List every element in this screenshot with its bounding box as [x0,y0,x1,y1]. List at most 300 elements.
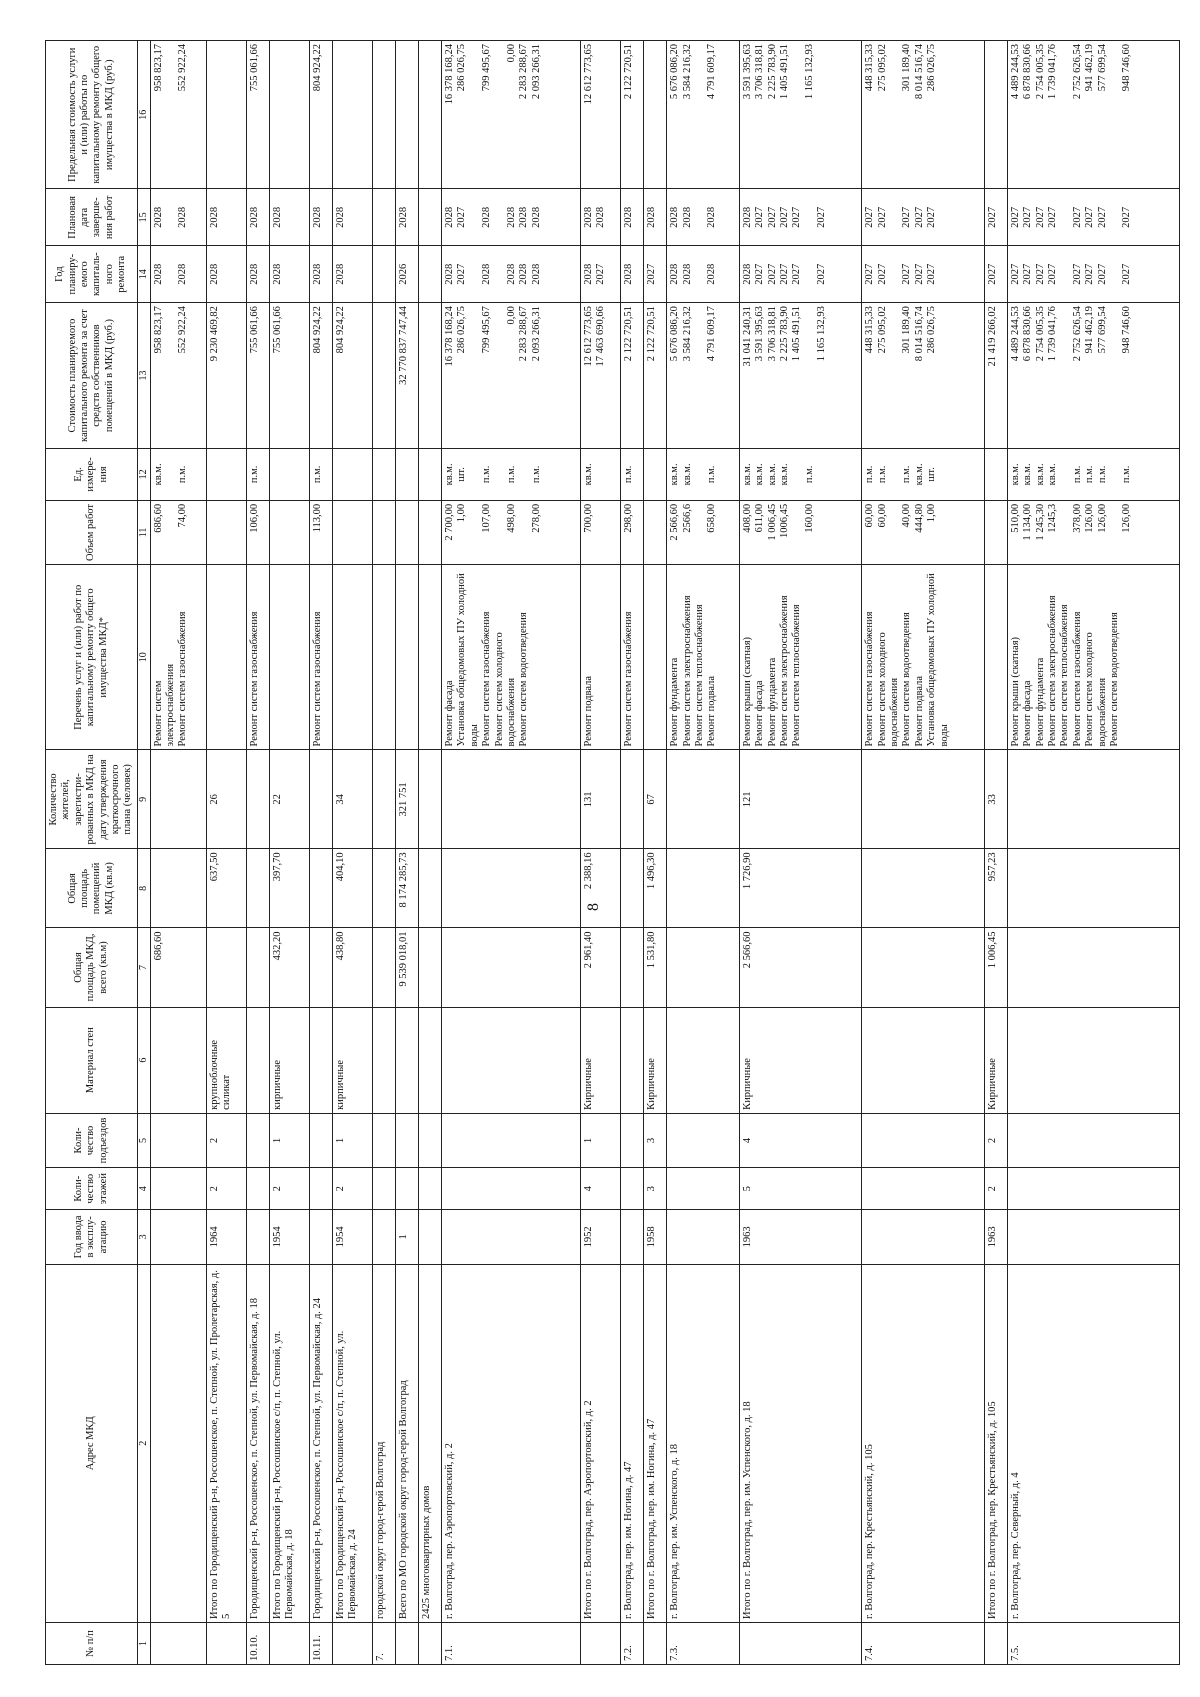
row-limit-cost: 448 315,33 275 095,02 301 189,40 8 014 516,74 286 026,75 [862,41,984,189]
row-repair-year: 2028 2028 2028 [667,246,740,303]
row-floors [150,1168,206,1210]
row-year [442,1210,581,1264]
row-address: Всего по МО городской округ город-герой Волгоград [395,1264,418,1622]
row-completion-date: 2028 [269,189,309,246]
col-number: 9 [137,750,150,849]
row-wall-material: крупноблочные силикат [206,1007,246,1113]
row-entrances: 2 [206,1113,246,1167]
row-total-area [620,928,643,1007]
row-limit-cost: 12 612 773,65 [581,41,621,189]
row-premises-area: 404,10 [332,849,372,928]
row-total-area: 2 566,60 [739,928,861,1007]
row-year: 1964 [206,1210,246,1264]
row-wall-material [620,1007,643,1113]
table-row [309,41,332,1665]
row-volume [372,500,395,564]
row-completion-date: 2028 2028 [581,189,621,246]
table-row [442,41,581,1665]
row-wall-material: Кирпичные [581,1007,621,1113]
col-header-completion-date: Плановая дата заверше-ния работ [46,189,138,246]
row-entrances: 3 [643,1113,666,1167]
row-unit [643,448,666,500]
row-residents [667,750,740,849]
row-unit [418,448,441,500]
table-row [620,41,643,1665]
row-repair-year: 2028 2027 [581,246,621,303]
row-volume: 2 566,60 2566,6 658,00 [667,500,740,564]
row-total-area: 432,20 [269,928,309,1007]
row-entrances: 4 [739,1113,861,1167]
row-unit [395,448,418,500]
table-body [150,41,1179,1665]
row-total-area [667,928,740,1007]
row-number [643,1622,666,1664]
row-year: 1 [395,1210,418,1264]
row-unit [332,448,372,500]
row-repair-year: 2027 2027 2027 2027 2027 2027 2027 2027 [1007,246,1179,303]
row-unit [269,448,309,500]
row-works-list: Ремонт систем электроснабжения Ремонт систем газоснабжения [150,565,206,750]
row-cost: 958 823,17 552 922,24 [150,303,206,449]
row-floors [395,1168,418,1210]
row-entrances [442,1113,581,1167]
row-completion-date: 2028 [206,189,246,246]
row-wall-material: Кирпичные [643,1007,666,1113]
row-address: Итого по г. Волгоград, пер. Аэропортовский, д. 2 [581,1264,621,1622]
col-header-total-area: Общая площадь МКД, всего (кв.м) [46,928,138,1007]
row-wall-material [246,1007,269,1113]
row-repair-year: 2028 2027 2027 2027 2027 2027 [739,246,861,303]
row-completion-date: 2028 [395,189,418,246]
page-number: 8 [585,903,602,911]
row-residents [442,750,581,849]
row-floors: 2 [984,1168,1007,1210]
row-repair-year: 2027 2027 2027 2027 2027 [862,246,984,303]
table-row [643,41,666,1665]
row-number [395,1622,418,1664]
row-residents [309,750,332,849]
col-header-wall-material: Материал стен [46,1007,138,1113]
row-premises-area [418,849,441,928]
row-address: Итого по Городищенский р-н, Россошинское с/п, п. Степной, ул. Первомайская, д. 24 [332,1264,372,1622]
row-number: 10.11. [309,1622,332,1664]
table-row [246,41,269,1665]
row-limit-cost [643,41,666,189]
row-entrances [1007,1113,1179,1167]
row-residents [862,750,984,849]
row-premises-area: 1 496,30 [643,849,666,928]
row-volume [984,500,1007,564]
row-cost: 32 770 837 747,44 [395,303,418,449]
col-header-floors: Коли-чество этажей [46,1168,138,1210]
row-residents [620,750,643,849]
row-limit-cost: 16 378 168,24 286 026,75 799 495,67 0,00 2 283 288,67 2 093 266,31 [442,41,581,189]
row-completion-date: 2028 2028 [150,189,206,246]
row-completion-date: 2028 [246,189,269,246]
row-year [150,1210,206,1264]
row-total-area [418,928,441,1007]
row-entrances [395,1113,418,1167]
row-year: 1963 [739,1210,861,1264]
column-number-row [137,41,150,1665]
row-number: 7.2. [620,1622,643,1664]
row-completion-date: 2027 2027 2027 2027 2027 [862,189,984,246]
row-repair-year: 2028 [332,246,372,303]
row-volume: 686,60 74,00 [150,500,206,564]
row-unit: кв.м. шт. п.м. п.м. п.м. [442,448,581,500]
col-number: 14 [137,246,150,303]
row-unit: кв.м. кв.м. п.м. [667,448,740,500]
col-header-year: Год ввода в эксплу-атацию [46,1210,138,1264]
col-number: 6 [137,1007,150,1113]
row-number: 7.1. [442,1622,581,1664]
row-residents: 22 [269,750,309,849]
row-works-list: Ремонт крыши (скатная) Ремонт фасада Ремонт фундамента Ремонт систем электроснабжения Ремонт систем теплоснабжения [739,565,861,750]
col-header-entrances: Коли-чество подъездов [46,1113,138,1167]
row-floors [1007,1168,1179,1210]
table-row [418,41,441,1665]
row-floors [418,1168,441,1210]
col-number: 11 [137,500,150,564]
row-residents: 67 [643,750,666,849]
row-year: 1958 [643,1210,666,1264]
row-unit: п.м. [246,448,269,500]
row-year [246,1210,269,1264]
row-premises-area: 637,50 [206,849,246,928]
row-unit [206,448,246,500]
row-residents [246,750,269,849]
row-total-area: 2 961,40 [581,928,621,1007]
row-entrances [620,1113,643,1167]
row-repair-year [372,246,395,303]
row-address: Итого по г. Волгоград, пер. им. Успенского, д. 18 [739,1264,861,1622]
row-unit: п.м. [309,448,332,500]
row-floors [246,1168,269,1210]
row-number [984,1622,1007,1664]
row-premises-area [246,849,269,928]
row-unit [984,448,1007,500]
row-limit-cost [984,41,1007,189]
col-header-address: Адрес МКД [46,1264,138,1622]
row-works-list [984,565,1007,750]
col-number: 13 [137,303,150,449]
row-total-area: 686,60 [150,928,206,1007]
row-wall-material [1007,1007,1179,1113]
row-floors: 3 [643,1168,666,1210]
row-works-list [332,565,372,750]
row-completion-date: 2028 2027 2028 2028 2028 2028 [442,189,581,246]
row-residents: 33 [984,750,1007,849]
header-row [46,41,138,1665]
row-limit-cost: 5 676 086,20 3 584 216,32 4 791 609,17 [667,41,740,189]
row-completion-date: 2027 [984,189,1007,246]
row-address: Итого по г. Волгоград, пер. им. Ногина, д. 47 [643,1264,666,1622]
row-works-list: Ремонт систем газоснабжения [246,565,269,750]
col-number: 8 [137,849,150,928]
table-row [739,41,861,1665]
row-premises-area [620,849,643,928]
row-entrances [418,1113,441,1167]
col-number: 5 [137,1113,150,1167]
row-residents [150,750,206,849]
row-volume [206,500,246,564]
row-residents: 321 751 [395,750,418,849]
row-year: 1963 [984,1210,1007,1264]
row-total-area [206,928,246,1007]
row-wall-material [372,1007,395,1113]
row-repair-year: 2026 [395,246,418,303]
row-year [667,1210,740,1264]
row-entrances [372,1113,395,1167]
row-floors [372,1168,395,1210]
row-limit-cost: 3 591 395,63 3 706 318,81 2 225 783,90 1 405 491,51 1 165 132,93 [739,41,861,189]
row-address: Городищенский р-н, Россошенское, п. Степной, ул. Первомайская, д. 24 [309,1264,332,1622]
table-row [332,41,372,1665]
row-floors: 2 [332,1168,372,1210]
row-address: г. Волгоград, пер. им. Успенского, д. 18 [667,1264,740,1622]
row-volume [418,500,441,564]
row-premises-area [667,849,740,928]
row-address: г. Волгоград, пер. Северный, д. 4 [1007,1264,1179,1622]
row-year [372,1210,395,1264]
row-completion-date: 2028 2027 2027 2027 2027 2027 [739,189,861,246]
row-premises-area [150,849,206,928]
row-year [1007,1210,1179,1264]
row-repair-year: 2028 2028 [150,246,206,303]
table-row [581,41,621,1665]
row-cost [372,303,395,449]
row-entrances [309,1113,332,1167]
row-floors: 5 [739,1168,861,1210]
row-unit: п.м. [620,448,643,500]
row-limit-cost [372,41,395,189]
row-volume: 510,00 1 134,00 1 245,30 1245,3 378,00 126,00 126,00 126,00 [1007,500,1179,564]
row-address: г. Волгоград, пер. им. Ногина, д. 47 [620,1264,643,1622]
col-number: 15 [137,189,150,246]
row-volume: 113,00 [309,500,332,564]
row-residents [418,750,441,849]
row-floors [442,1168,581,1210]
row-repair-year [418,246,441,303]
row-limit-cost [269,41,309,189]
row-number [269,1622,309,1664]
row-premises-area [862,849,984,928]
row-unit: кв.м. кв.м. кв.м. кв.м. п.м. [739,448,861,500]
row-volume [643,500,666,564]
row-cost: 2 122 720,51 [620,303,643,449]
row-limit-cost: 2 122 720,51 [620,41,643,189]
col-number: 3 [137,1210,150,1264]
row-completion-date: 2028 2028 2028 [667,189,740,246]
row-address: городской округ город-герой Волгоград [372,1264,395,1622]
row-repair-year: 2028 [269,246,309,303]
col-header-num: № п/п [46,1622,138,1664]
row-premises-area: 1 726,90 [739,849,861,928]
row-unit: п.м. п.м. п.м. кв.м. шт. [862,448,984,500]
row-cost: 31 041 240,31 3 591 395,63 3 706 318,81 2 225 783,90 1 405 491,51 1 165 132,93 [739,303,861,449]
row-cost: 12 612 773,65 17 463 690,66 [581,303,621,449]
col-number: 7 [137,928,150,1007]
table-row [395,41,418,1665]
row-floors: 2 [269,1168,309,1210]
row-number [418,1622,441,1664]
row-entrances [150,1113,206,1167]
row-number [332,1622,372,1664]
row-residents: 34 [332,750,372,849]
row-premises-area [309,849,332,928]
row-address: г. Волгоград, пер. Крестьянский, д. 105 [862,1264,984,1622]
row-wall-material: Кирпичные [739,1007,861,1113]
row-total-area: 1 531,80 [643,928,666,1007]
row-cost: 804 924,22 [332,303,372,449]
row-premises-area [1007,849,1179,928]
row-number: 7. [372,1622,395,1664]
row-volume [395,500,418,564]
row-number: 10.10. [246,1622,269,1664]
row-total-area [372,928,395,1007]
row-wall-material [667,1007,740,1113]
row-wall-material [150,1007,206,1113]
row-premises-area: 397,70 [269,849,309,928]
row-works-list: Ремонт крыши (скатная) Ремонт фасада Ремонт фундамента Ремонт систем электроснабжения Ремонт систем теплоснабжения Ремонт систем газоснабжения Ремонт систем холодного водоснабжения Ремонт систем водоотведения [1007,565,1179,750]
row-repair-year: 2028 [246,246,269,303]
row-cost: 4 489 244,53 6 878 830,66 2 754 005,35 1 739 041,76 2 752 626,54 941 462,19 577 699,54 948 746,60 [1007,303,1179,449]
row-volume: 106,00 [246,500,269,564]
repair-plan-table [45,40,1180,1665]
table-row [269,41,309,1665]
row-unit [372,448,395,500]
col-number: 16 [137,41,150,189]
row-works-list [395,565,418,750]
row-address: Итого по Городищенский р-н, Россошинское с/п, п. Степной, ул. Первомайская, д. 18 [269,1264,309,1622]
row-entrances [667,1113,740,1167]
row-entrances: 1 [581,1113,621,1167]
row-address: Итого по Городищенский р-н, Россошенское, п. Степной, ул. Пролетарская, д. 5 [206,1264,246,1622]
row-repair-year: 2028 [206,246,246,303]
col-header-works: Перечень услуг и (или) работ по капитальному ремонту общего имущества МКД* [46,565,138,750]
row-completion-date: 2028 [309,189,332,246]
row-premises-area: 957,23 [984,849,1007,928]
row-address: Итого по г. Волгоград, пер. Крестьянский, д. 105 [984,1264,1007,1622]
row-cost: 21 419 266,02 [984,303,1007,449]
row-volume: 408,00 611,00 1 006,45 1006,45 160,00 [739,500,861,564]
col-header-volume: Объем работ [46,500,138,564]
row-works-list: Ремонт подвала [581,565,621,750]
row-cost: 9 230 469,82 [206,303,246,449]
row-premises-area [372,849,395,928]
row-works-list [372,565,395,750]
col-number: 10 [137,565,150,750]
row-entrances: 1 [269,1113,309,1167]
row-repair-year: 2028 [309,246,332,303]
row-address [150,1264,206,1622]
col-number: 1 [137,1622,150,1664]
row-number: 7.5. [1007,1622,1179,1664]
col-header-premises-area: Общая площадь помещений МКД (кв.м) [46,849,138,928]
row-works-list [269,565,309,750]
row-entrances [862,1113,984,1167]
row-works-list: Ремонт систем газоснабжения [309,565,332,750]
row-year: 1954 [269,1210,309,1264]
row-residents [372,750,395,849]
row-limit-cost [395,41,418,189]
col-number: 2 [137,1264,150,1622]
col-header-unit: Ед. измере-ния [46,448,138,500]
row-premises-area: 8 174 285,73 [395,849,418,928]
row-wall-material [418,1007,441,1113]
row-floors: 2 [206,1168,246,1210]
row-repair-year: 2028 [620,246,643,303]
table-row [984,41,1007,1665]
row-number: 7.3. [667,1622,740,1664]
row-limit-cost [418,41,441,189]
row-limit-cost [206,41,246,189]
row-completion-date: 2028 [332,189,372,246]
row-total-area: 9 539 018,01 [395,928,418,1007]
row-total-area [442,928,581,1007]
row-works-list [206,565,246,750]
row-entrances: 2 [984,1113,1007,1167]
row-volume [269,500,309,564]
col-header-limit-cost: Предельная стоимость услуги и (или) работы по капитальному ремонту общего имущества в МКД (руб.) [46,41,138,189]
row-limit-cost [332,41,372,189]
row-limit-cost: 755 061,66 [246,41,269,189]
row-address: г. Волгоград, пер. Аэропортовский, д. 2 [442,1264,581,1622]
row-total-area [246,928,269,1007]
row-unit: кв.м. [581,448,621,500]
row-entrances [246,1113,269,1167]
row-year: 1952 [581,1210,621,1264]
row-residents: 26 [206,750,246,849]
row-wall-material [395,1007,418,1113]
col-number: 12 [137,448,150,500]
row-limit-cost: 804 924,22 [309,41,332,189]
row-entrances: 1 [332,1113,372,1167]
row-completion-date: 2027 2027 2027 2027 2027 2027 2027 2027 [1007,189,1179,246]
row-cost: 755 061,66 [269,303,309,449]
row-cost [418,303,441,449]
row-repair-year: 2028 2027 2028 2028 2028 2028 [442,246,581,303]
row-volume: 2 700,00 1,00 107,00 498,00 278,00 [442,500,581,564]
row-wall-material [442,1007,581,1113]
row-premises-area [442,849,581,928]
row-total-area [862,928,984,1007]
row-floors: 4 [581,1168,621,1210]
row-cost: 448 315,33 275 095,02 301 189,40 8 014 516,74 286 026,75 [862,303,984,449]
row-floors [667,1168,740,1210]
row-unit: кв.м. кв.м. кв.м. кв.м. п.м. п.м. п.м. п.м. [1007,448,1179,500]
row-works-list: Ремонт систем газоснабжения Ремонт систем холодного водоснабжения Ремонт систем водоотведения Ремонт подвала Установка общедомовых ПУ холодной воды [862,565,984,750]
row-address: 2425 многоквартирных домов [418,1264,441,1622]
row-works-list: Ремонт фундамента Ремонт систем электроснабжения Ремонт систем теплоснабжения Ремонт подвала [667,565,740,750]
row-floors [309,1168,332,1210]
row-number [150,1622,206,1664]
table-row [206,41,246,1665]
col-number: 4 [137,1168,150,1210]
table-row [1007,41,1179,1665]
row-wall-material [309,1007,332,1113]
row-completion-date [372,189,395,246]
row-limit-cost: 958 823,17 552 922,24 [150,41,206,189]
table-row [372,41,395,1665]
row-year [418,1210,441,1264]
table-row [862,41,984,1665]
row-volume: 298,00 [620,500,643,564]
row-wall-material: кирпичные [332,1007,372,1113]
row-residents: 131 [581,750,621,849]
row-floors [620,1168,643,1210]
row-repair-year: 2027 [643,246,666,303]
